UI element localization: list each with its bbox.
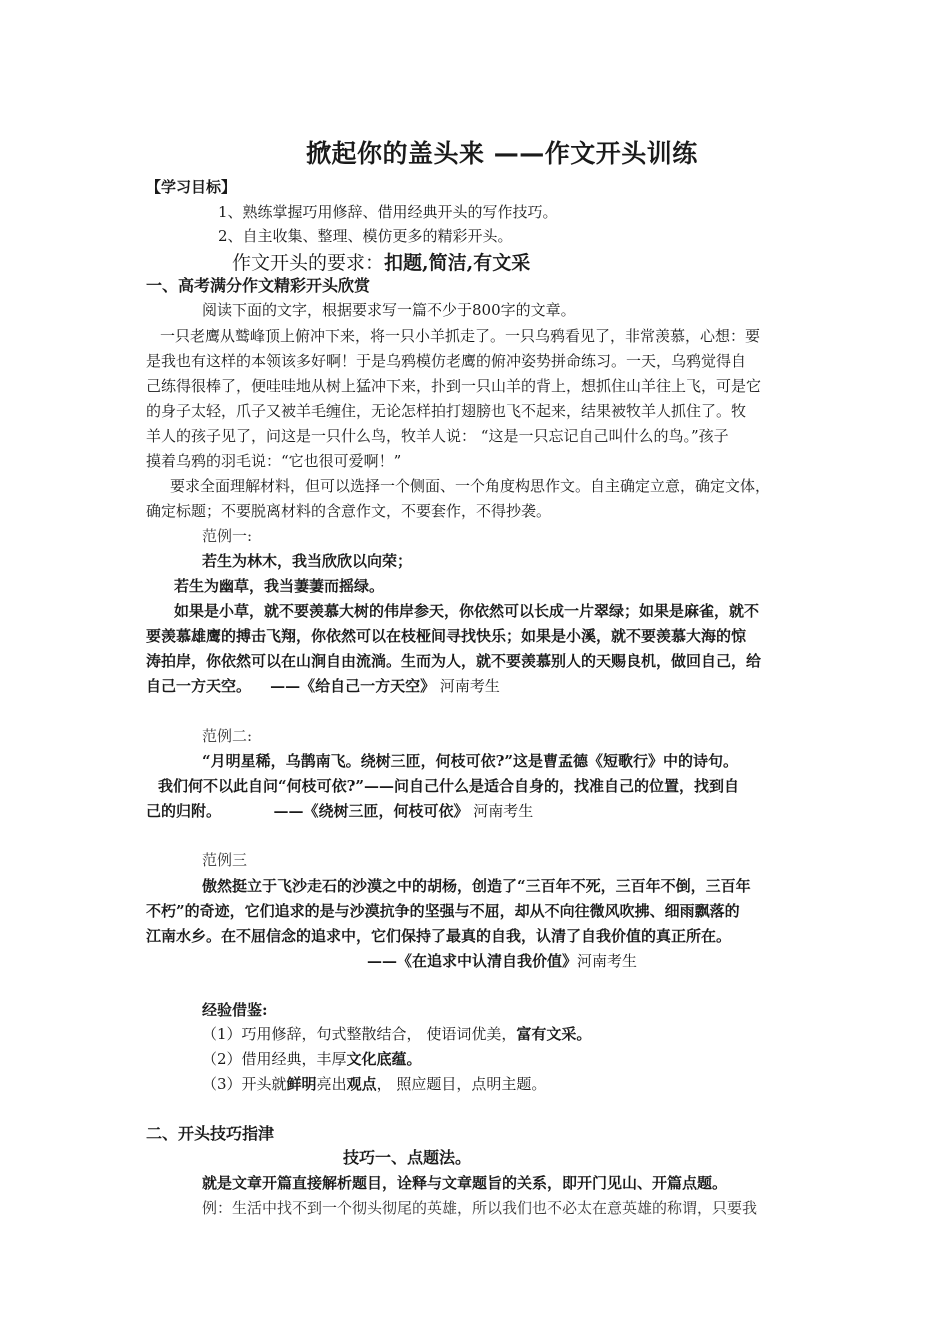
story-line: 一只老鹰从鹫峰顶上俯冲下来，将一只小羊抓走了。一只乌鸦看见了，非常羡慕，心想：要 [160,327,761,345]
section-heading: 一、高考满分作文精彩开头欣赏 [146,276,371,295]
example-line: 江南水乡。在不屈信念的追求中，它们保持了最真的自我，认清了自我价值的真正所在。 [146,927,732,945]
experience-item [202,1024,591,1044]
experience-item [202,1049,422,1069]
story-line: 己练得很棒了，便哇哇地从树上猛冲下来，扑到一只山羊的背上，想抓住山羊往上飞，可是它 [146,377,762,395]
prompt-text: 阅读下面的文字，根据要求写一篇不少于800字的文章。 [202,301,576,319]
example-line: 不朽”的奇迹，它们追求的是与沙漠抗争的坚强与不屈，却从不向往微风吹拂、细雨飘落的 [146,902,740,920]
source-author: 河南考生 [473,802,534,820]
example-label: 范例三 [202,851,248,869]
source-title: ——《绕树三匝，何枝可依》 [273,802,469,820]
skill-definition: 就是文章开篇直接解析题目，诠释与文章题旨的关系，即开门见山、开篇点题。 [202,1174,728,1192]
requirement-emphasis: 扣题,简洁,有文采 [384,252,531,274]
objective-item: 2、自主收集、整理、模仿更多的精彩开头。 [218,227,513,245]
story-line: 是我也有这样的本领该多好啊！于是乌鸦模仿老鹰的俯冲姿势拼命练习。一天，乌鸦觉得自 [146,352,747,370]
experience-text: （2）借用经典，丰厚 [202,1050,347,1068]
experience-text: 亮出 [316,1075,347,1093]
example-line: 涛拍岸，你依然可以在山涧自由流淌。生而为人，就不要羡慕别人的天赐良机，做回自己，给 [146,652,762,670]
skill-title: 技巧一、点题法。 [343,1148,472,1167]
experience-text: （1）巧用修辞，句式整散结合， 使语词优美， [202,1025,517,1043]
example-line: 傲然挺立于飞沙走石的沙漠之中的胡杨，创造了“三百年不死，三百年不倒，三百年 [202,877,751,895]
experience-text: ， 照应题目，点明主题。 [376,1075,547,1093]
page-title: 掀起你的盖头来 ——作文开头训练 [306,139,698,168]
source-author: 河南考生 [577,952,638,970]
skill-example: 例：生活中找不到一个彻头彻尾的英雄，所以我们也不必太在意英雄的称谓，只要我 [202,1199,758,1217]
objectives-heading: 【学习目标】 [146,178,237,196]
example-line: 要羡慕雄鹰的搏击飞翔，你依然可以在枝桠间寻找快乐；如果是小溪，就不要羡慕大海的惊 [146,627,747,645]
requirement-prefix: 作文开头的要求： [232,252,385,274]
example-line: 如果是小草，就不要羡慕大树的伟岸参天，你依然可以长成一片翠绿；如果是麻雀，就不 [174,602,760,620]
requirement-line: 要求全面理解材料，但可以选择一个侧面、一个角度构思作文。自主确定立意，确定文体， [170,477,771,495]
section-heading: 二、开头技巧指津 [146,1124,275,1143]
example-line-end: 自己一方天空。 [146,677,252,695]
experience-emphasis: 富有文采。 [516,1025,592,1043]
experience-emphasis: 文化底蕴。 [346,1050,422,1068]
experience-emphasis: 鲜明 [286,1075,317,1093]
story-line: 的身子太轻，爪子又被羊毛缠住，无论怎样拍打翅膀也飞不起来，结果被牧羊人抓住了。牧 [146,402,747,420]
example-source-line [146,676,500,696]
requirement-line: 确定标题；不要脱离材料的含意作文，不要套作，不得抄袭。 [146,502,552,520]
story-line: 摸着乌鸦的羽毛说：“它也很可爱啊！” [146,452,402,470]
example-line: 若生为林木，我当欣欣以向荣； [202,552,413,570]
experience-item [202,1074,546,1094]
source-title: ——《在追求中认清自我价值》 [367,952,578,970]
example-line: 若生为幽草，我当萋萋而摇绿。 [174,577,385,595]
example-label: 范例二: [202,727,253,745]
experience-heading: 经验借鉴: [202,1001,268,1019]
objective-item: 1、熟练掌握巧用修辞、借用经典开头的写作技巧。 [218,203,558,221]
example-source-line [146,801,533,821]
opening-requirement [232,248,530,275]
example-source-line [367,951,637,971]
example-line: “月明星稀，乌鹊南飞。绕树三匝，何枝可依?”这是曹孟德《短歌行》中的诗句。 [202,752,739,770]
experience-emphasis: 观点 [346,1075,377,1093]
example-line: 我们何不以此自问“何枝可依?”——问自己什么是适合自身的，找准自己的位置，找到自 [158,777,740,795]
story-line: 羊人的孩子见了，问这是一只什么鸟，牧羊人说： “这是一只忘记自己叫什么的鸟。”孩子 [146,427,729,445]
example-line-end: 己的归附。 [146,802,222,820]
example-label: 范例一: [202,527,253,545]
source-author: 河南考生 [439,677,500,695]
source-title: ——《给自己一方天空》 [270,677,436,695]
experience-text: （3）开头就 [202,1075,287,1093]
